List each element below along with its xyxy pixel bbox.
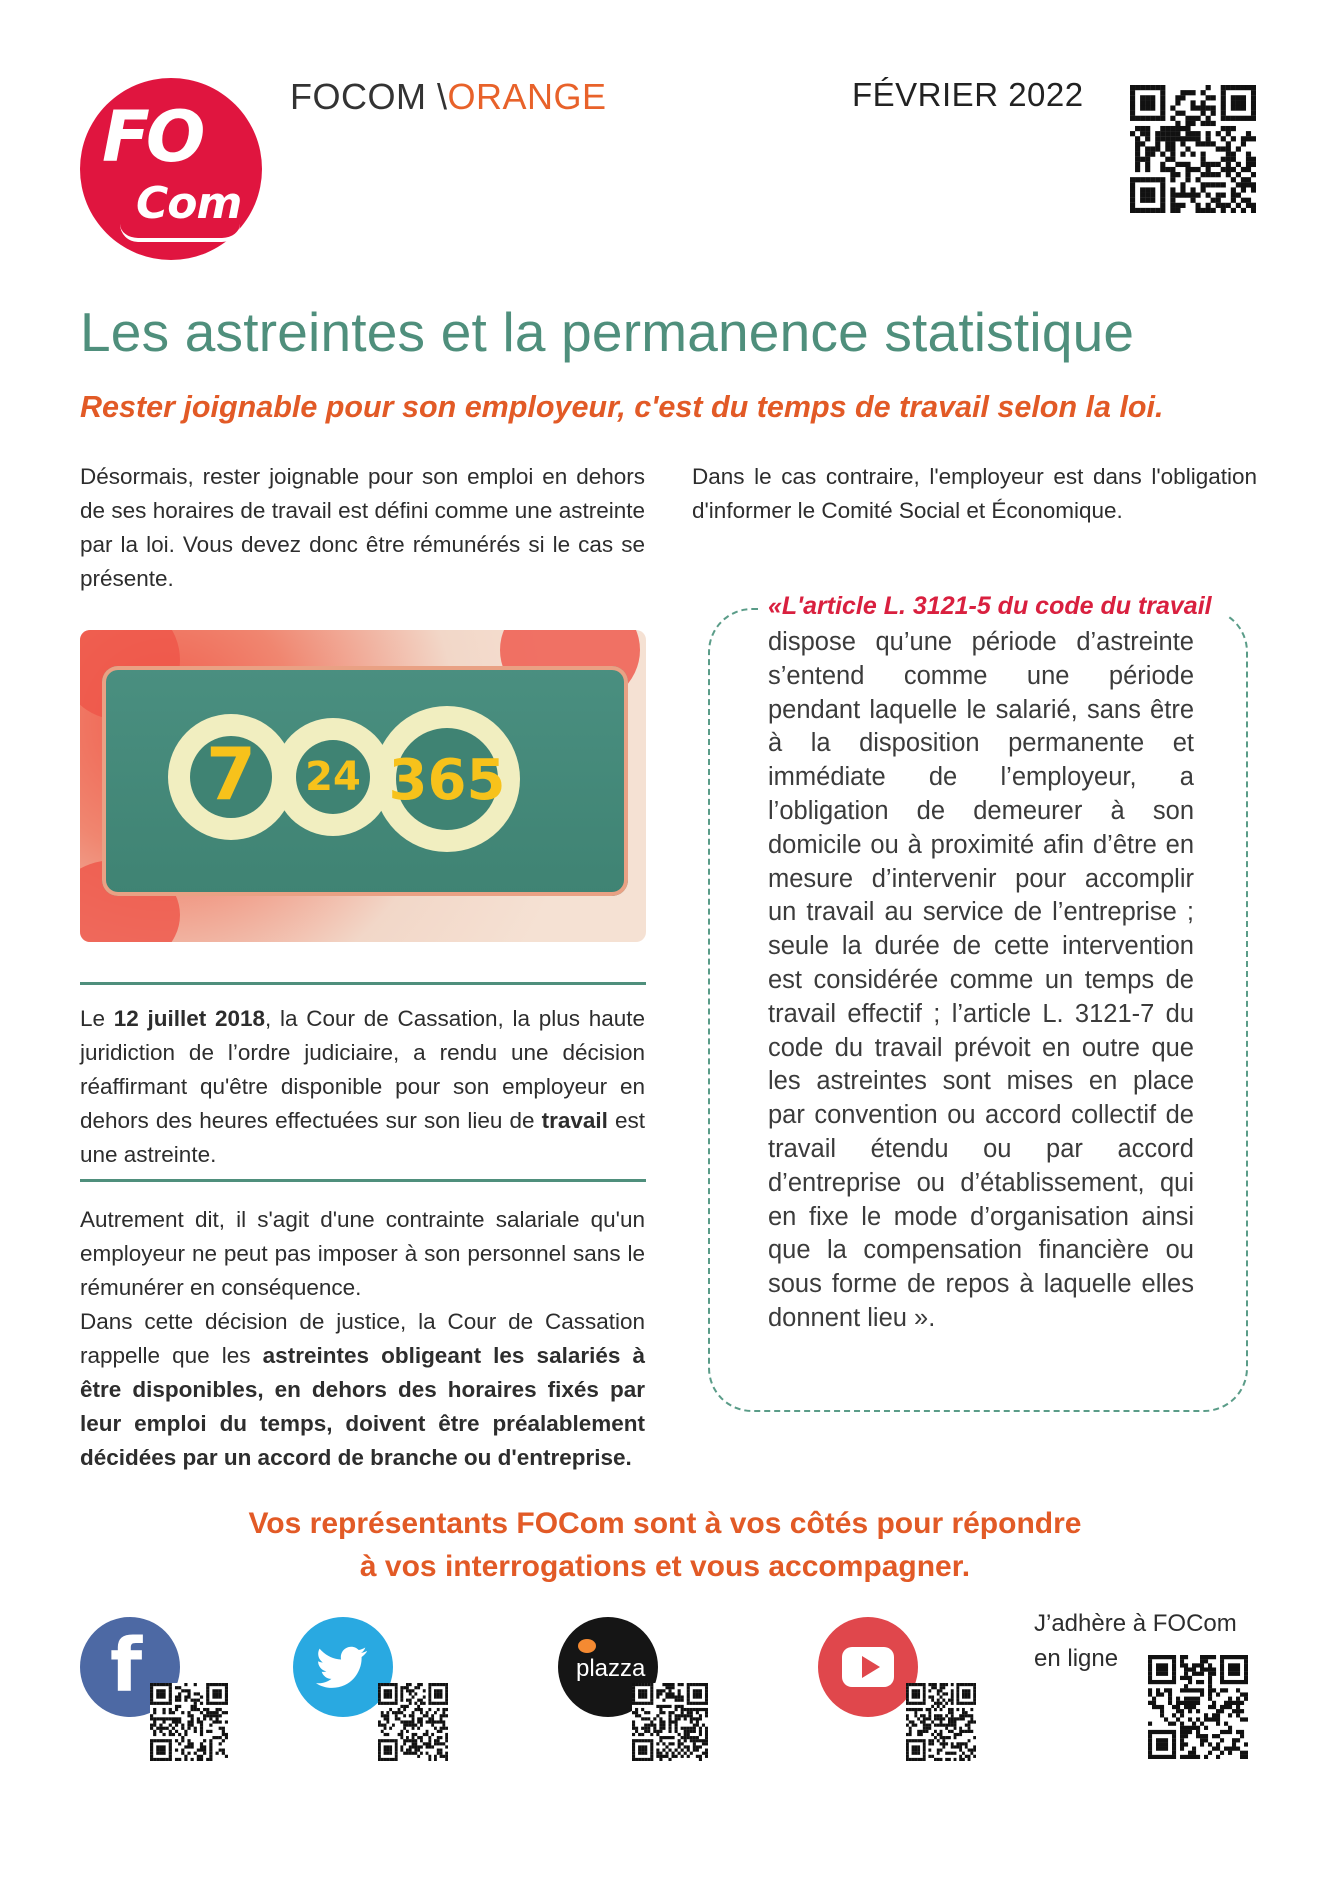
intro-right-paragraph: Dans le cas contraire, l'employeur est dans l'obligation d'informer le Comité Social et Économique. — [692, 464, 1257, 523]
qr-code-twitter[interactable] — [378, 1683, 448, 1761]
qr-code-header[interactable] — [1130, 85, 1256, 213]
quote-body: dispose qu’une période d’astreinte s’entend comme une période pendant laquelle le salarié, sans être à la disposition permanente et immédiate de l’employeur, a l’obligation de demeurer à son domicile ou à proximité afin d’être en mesure d’intervenir pour accomplir un travail au service de l’entreprise ; seule la durée de cette intervention est considérée comme un temps de travail effectif ; l’article L. 3121-7 du code du travail prévoit en outre que les astreintes sont mises en place par convention ou accord collectif de travail étendu ou par accord d’entreprise ou d’établissement, qui en fixe le mode d’organisation ainsi que la compensation financière ou sous forme de repos à laquelle elles donnent lieu ». — [768, 628, 1194, 1332]
focom-logo — [80, 78, 262, 260]
qr-code-youtube[interactable] — [906, 1683, 976, 1761]
constraint-para2-bold: astreintes obligeant les salariés à être disponibles, en dehors des horaires fixés par leur emploi du temps, doivent être préalablement décidées par un accord de branche ou d'entreprise. — [80, 1343, 645, 1470]
call-to-action — [100, 1502, 1230, 1588]
quote-heading: «L'article L. 3121-5 du code du travail — [768, 592, 1212, 620]
constraint-para2: Dans cette décision de justice, la Cour de Cassation rappelle que les — [80, 1309, 645, 1368]
qr-code-facebook[interactable] — [150, 1683, 228, 1761]
logo-com-text: Com — [136, 178, 242, 229]
qr-code-plazza[interactable] — [632, 1683, 708, 1761]
brand-orange: ORANGE — [447, 76, 607, 117]
intro-left-paragraph: Désormais, rester joignable pour son emploi en dehors de ses horaires de travail est défini comme une astreinte par la loi. Vous devez donc être rémunérés si le cas se présente. — [80, 464, 645, 591]
adhere-line-2: en ligne — [1034, 1645, 1119, 1672]
constraint-para1: Autrement dit, il s'agit d'une contrainte salariale qu'un employeur ne peut pas imposer à son personnel sans le rémunérer en conséquence. — [80, 1207, 645, 1300]
ruling-date: 12 juillet 2018 — [113, 1006, 266, 1031]
brand-heading — [290, 76, 607, 118]
divider — [80, 982, 646, 985]
gear-number-24: 24 — [305, 754, 361, 800]
illustration-7-24-365 — [80, 630, 646, 942]
ruling-paragraph — [80, 1002, 645, 1172]
constraint-paragraph — [80, 1203, 645, 1475]
cta-line-2: à vos interrogations et vous accompagner. — [359, 1550, 971, 1583]
brand-prefix: FOCOM \ — [290, 76, 448, 117]
youtube-icon[interactable] — [818, 1617, 918, 1717]
cta-line-1: Vos représentants FOCom sont à vos côtés pour répondre — [248, 1507, 1082, 1540]
ruling-mid: , la Cour de Cassation, la plus haute juridiction de l’ordre judiciaire, a rendu une décision réaffirmant qu'être disponible pour son employeur en dehors des heures effectuées sur son lieu de — [80, 1006, 646, 1133]
page-title: Les astreintes et la permanence statistique — [80, 301, 1135, 363]
gear-number-7: 7 — [205, 732, 257, 816]
ruling-bold-word: travail — [541, 1108, 608, 1133]
ruling-pre: Le — [80, 1006, 114, 1031]
facebook-icon[interactable]: f — [80, 1617, 180, 1717]
ruling-post: est une astreinte. — [80, 1108, 645, 1167]
issue-date: FÉVRIER 2022 — [852, 76, 1084, 113]
page-subtitle: Rester joignable pour son employeur, c'est du temps de travail selon la loi. — [80, 390, 1164, 424]
adhere-line-1: J’adhère à FOCom — [1034, 1610, 1237, 1637]
qr-code-adhere[interactable] — [1148, 1655, 1248, 1759]
gear-icon — [374, 706, 520, 852]
divider — [80, 1179, 646, 1182]
logo-swoosh — [120, 224, 240, 242]
logo-fo-text: FO — [102, 96, 202, 178]
plazza-label: plazza — [576, 1655, 646, 1682]
gear-number-365: 365 — [388, 748, 506, 813]
